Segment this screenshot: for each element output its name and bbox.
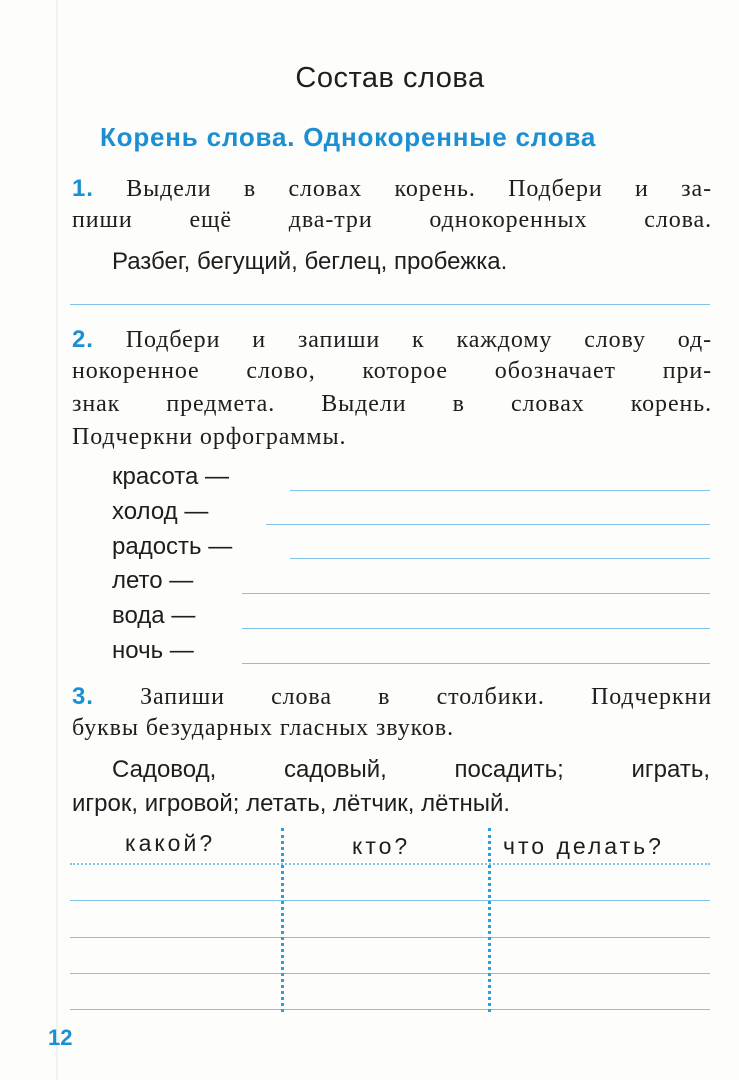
answer-line[interactable] [266, 524, 710, 525]
task2-item: ночь — [112, 637, 194, 664]
task2-item: красота — [112, 463, 230, 490]
task3-words-line2: игрок, игровой; летать, лётчик, лётный. [72, 790, 511, 817]
answer-line[interactable] [290, 558, 710, 559]
task1-line2: пиши ещё два-три однокоренных слова. [72, 207, 712, 233]
task2-line1: 2. Подбери и запиши к каждому слову од- [72, 326, 712, 353]
task2-item: лето — [112, 567, 194, 594]
task2-line4: Подчеркни орфограммы. [72, 424, 347, 450]
answer-line[interactable] [290, 490, 710, 491]
task3-line2: буквы безударных гласных звуков. [72, 715, 454, 741]
task3-words-line1: Садовод, садовый, посадить; играть, [112, 756, 710, 783]
answer-line[interactable] [242, 628, 710, 629]
page-title: Состав слова [295, 62, 485, 94]
task1-line1: 1. Выдели в словах корень. Подбери и за- [72, 175, 712, 202]
column-header: что делать? [503, 833, 664, 859]
column-header: кто? [352, 833, 411, 859]
page-number: 12 [48, 1025, 73, 1050]
answer-line[interactable] [242, 593, 710, 594]
table-row-line[interactable] [70, 1009, 710, 1010]
column-header: какой? [125, 830, 216, 856]
task2-item: холод — [112, 498, 209, 525]
task2-item: радость — [112, 533, 233, 560]
task2-line3: знак предмета. Выдели в словах корень. [72, 391, 712, 417]
section-subtitle: Корень слова. Однокоренные слова [100, 122, 597, 152]
task1-number: 1. [72, 175, 94, 202]
task3-line1: 3. Запиши слова в столбики. Подчеркни [72, 683, 712, 710]
page-edge [56, 0, 58, 1080]
table-row-line[interactable] [70, 900, 710, 901]
answer-line[interactable] [242, 663, 710, 664]
table-row-line[interactable] [70, 973, 710, 974]
column-divider [488, 828, 491, 1012]
task3-number: 3. [72, 683, 94, 710]
table-row-line[interactable] [70, 937, 710, 938]
task2-item: вода — [112, 602, 196, 629]
task1-words: Разбег, бегущий, беглец, пробежка. [112, 248, 508, 275]
table-rule [70, 863, 710, 865]
task2-line2: нокоренное слово, которое обозначает при- [72, 358, 712, 384]
answer-line[interactable] [70, 304, 710, 305]
column-divider [281, 828, 284, 1012]
task2-number: 2. [72, 326, 94, 353]
